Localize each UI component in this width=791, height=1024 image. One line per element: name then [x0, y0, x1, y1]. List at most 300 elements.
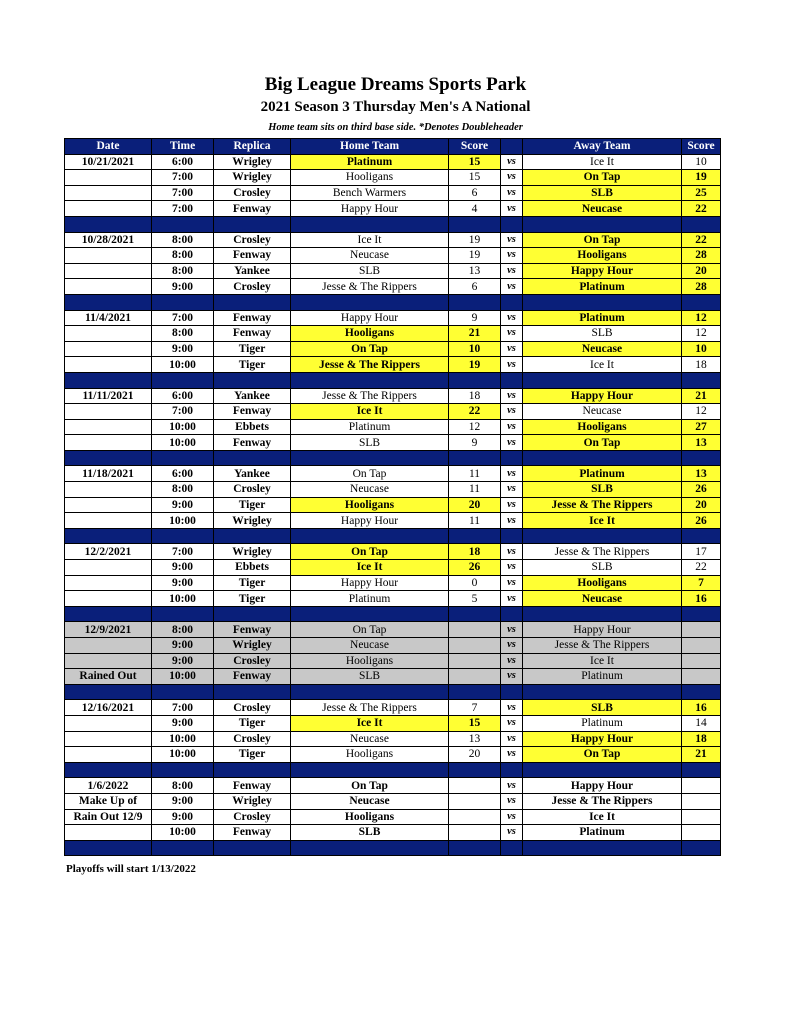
separator-cell	[65, 762, 152, 778]
separator-cell	[682, 762, 721, 778]
vs-cell: vs	[501, 310, 523, 326]
home-team-cell: Happy Hour	[291, 310, 449, 326]
time-cell: 10:00	[152, 435, 214, 451]
away-team-cell: Ice It	[523, 154, 682, 170]
away-score-cell: 22	[682, 560, 721, 576]
time-cell: 8:00	[152, 232, 214, 248]
home-score-cell: 22	[449, 404, 501, 420]
week-separator	[65, 216, 721, 232]
away-score-cell: 7	[682, 575, 721, 591]
date-cell	[65, 560, 152, 576]
game-row	[65, 747, 721, 763]
separator-cell	[152, 216, 214, 232]
game-row	[65, 669, 721, 685]
home-team-cell: Happy Hour	[291, 513, 449, 529]
home-team-cell: Hooligans	[291, 326, 449, 342]
home-score-cell: 4	[449, 201, 501, 217]
game-row	[65, 560, 721, 576]
away-team-cell: Neucase	[523, 341, 682, 357]
home-score-cell: 19	[449, 248, 501, 264]
home-score-cell	[449, 638, 501, 654]
away-score-cell: 18	[682, 731, 721, 747]
vs-cell: vs	[501, 263, 523, 279]
replica-cell: Wrigley	[214, 793, 291, 809]
home-score-cell: 13	[449, 263, 501, 279]
page-subtitle: 2021 Season 3 Thursday Men's A National	[260, 99, 531, 115]
home-team-cell: Ice It	[291, 715, 449, 731]
home-score-cell: 11	[449, 513, 501, 529]
away-team-cell: SLB	[523, 560, 682, 576]
separator-cell	[65, 684, 152, 700]
separator-cell	[523, 294, 682, 310]
away-score-cell	[682, 809, 721, 825]
away-team-cell: Jesse & The Rippers	[523, 544, 682, 560]
date-cell	[65, 731, 152, 747]
replica-cell: Tiger	[214, 341, 291, 357]
game-row	[65, 715, 721, 731]
time-cell: 6:00	[152, 388, 214, 404]
away-score-cell: 20	[682, 263, 721, 279]
home-team-cell: Neucase	[291, 793, 449, 809]
time-cell: 9:00	[152, 497, 214, 513]
date-cell	[65, 482, 152, 498]
vs-cell: vs	[501, 248, 523, 264]
separator-cell	[449, 450, 501, 466]
week-separator	[65, 528, 721, 544]
away-score-cell	[682, 622, 721, 638]
date-cell: Rain Out 12/9	[65, 809, 152, 825]
replica-cell: Crosley	[214, 482, 291, 498]
schedule-body	[65, 154, 721, 856]
game-row	[65, 575, 721, 591]
away-score-cell: 19	[682, 170, 721, 186]
away-team-cell: On Tap	[523, 747, 682, 763]
date-cell	[65, 170, 152, 186]
home-score-cell	[449, 653, 501, 669]
playoffs-note: Playoffs will start 1/13/2022	[66, 863, 196, 875]
away-score-cell	[682, 669, 721, 685]
home-team-cell: On Tap	[291, 778, 449, 794]
date-cell	[65, 435, 152, 451]
game-row	[65, 793, 721, 809]
separator-cell	[523, 216, 682, 232]
vs-cell: vs	[501, 154, 523, 170]
away-team-cell: Hooligans	[523, 575, 682, 591]
date-cell: Rained Out	[65, 669, 152, 685]
separator-cell	[523, 840, 682, 856]
separator-cell	[501, 294, 523, 310]
game-row	[65, 653, 721, 669]
separator-cell	[449, 762, 501, 778]
replica-cell: Crosley	[214, 232, 291, 248]
date-cell: 10/21/2021	[65, 154, 152, 170]
col-header-date: Date	[65, 139, 152, 155]
col-header-replica: Replica	[214, 139, 291, 155]
separator-cell	[291, 216, 449, 232]
home-team-cell: Hooligans	[291, 497, 449, 513]
separator-cell	[501, 684, 523, 700]
separator-cell	[523, 450, 682, 466]
away-score-cell	[682, 653, 721, 669]
date-cell	[65, 326, 152, 342]
away-team-cell: Neucase	[523, 591, 682, 607]
vs-cell: vs	[501, 793, 523, 809]
time-cell: 6:00	[152, 154, 214, 170]
replica-cell: Crosley	[214, 809, 291, 825]
time-cell: 9:00	[152, 560, 214, 576]
replica-cell: Tiger	[214, 497, 291, 513]
away-score-cell: 12	[682, 404, 721, 420]
game-row	[65, 388, 721, 404]
away-team-cell: Jesse & The Rippers	[523, 497, 682, 513]
vs-cell: vs	[501, 201, 523, 217]
replica-cell: Crosley	[214, 185, 291, 201]
replica-cell: Fenway	[214, 435, 291, 451]
replica-cell: Yankee	[214, 466, 291, 482]
time-cell: 8:00	[152, 326, 214, 342]
separator-cell	[501, 216, 523, 232]
date-cell: 11/4/2021	[65, 310, 152, 326]
separator-cell	[682, 294, 721, 310]
vs-cell: vs	[501, 825, 523, 841]
date-cell	[65, 419, 152, 435]
separator-cell	[152, 840, 214, 856]
game-row	[65, 232, 721, 248]
vs-cell: vs	[501, 341, 523, 357]
replica-cell: Yankee	[214, 388, 291, 404]
replica-cell: Fenway	[214, 310, 291, 326]
time-cell: 10:00	[152, 591, 214, 607]
separator-cell	[152, 450, 214, 466]
home-team-cell: Jesse & The Rippers	[291, 357, 449, 373]
home-team-cell: Jesse & The Rippers	[291, 279, 449, 295]
replica-cell: Crosley	[214, 731, 291, 747]
home-team-cell: Bench Warmers	[291, 185, 449, 201]
home-team-cell: Hooligans	[291, 747, 449, 763]
separator-cell	[291, 606, 449, 622]
away-team-cell: Neucase	[523, 404, 682, 420]
time-cell: 10:00	[152, 419, 214, 435]
time-cell: 7:00	[152, 700, 214, 716]
separator-cell	[501, 372, 523, 388]
home-score-cell: 20	[449, 747, 501, 763]
away-team-cell: Happy Hour	[523, 388, 682, 404]
game-row	[65, 591, 721, 607]
separator-cell	[449, 372, 501, 388]
separator-cell	[501, 528, 523, 544]
separator-cell	[523, 528, 682, 544]
separator-cell	[449, 216, 501, 232]
replica-cell: Yankee	[214, 263, 291, 279]
separator-cell	[682, 840, 721, 856]
separator-cell	[214, 684, 291, 700]
game-row	[65, 731, 721, 747]
time-cell: 8:00	[152, 622, 214, 638]
separator-cell	[523, 684, 682, 700]
separator-cell	[682, 372, 721, 388]
vs-cell: vs	[501, 622, 523, 638]
separator-cell	[214, 606, 291, 622]
home-team-cell: SLB	[291, 263, 449, 279]
home-score-cell: 15	[449, 715, 501, 731]
separator-cell	[214, 840, 291, 856]
separator-cell	[214, 372, 291, 388]
separator-cell	[501, 762, 523, 778]
date-cell	[65, 279, 152, 295]
vs-cell: vs	[501, 170, 523, 186]
vs-cell: vs	[501, 653, 523, 669]
replica-cell: Tiger	[214, 591, 291, 607]
game-row	[65, 809, 721, 825]
game-row	[65, 497, 721, 513]
week-separator	[65, 684, 721, 700]
date-cell: Make Up of	[65, 793, 152, 809]
home-score-cell: 10	[449, 341, 501, 357]
away-team-cell: Happy Hour	[523, 263, 682, 279]
home-team-cell: Hooligans	[291, 809, 449, 825]
home-team-cell: SLB	[291, 825, 449, 841]
separator-cell	[214, 450, 291, 466]
separator-cell	[449, 294, 501, 310]
time-cell: 8:00	[152, 263, 214, 279]
week-separator	[65, 762, 721, 778]
away-team-cell: Ice It	[523, 357, 682, 373]
separator-cell	[65, 840, 152, 856]
away-team-cell: Happy Hour	[523, 778, 682, 794]
vs-cell: vs	[501, 591, 523, 607]
date-cell	[65, 638, 152, 654]
away-score-cell: 26	[682, 513, 721, 529]
vs-cell: vs	[501, 497, 523, 513]
time-cell: 9:00	[152, 279, 214, 295]
away-team-cell: Platinum	[523, 466, 682, 482]
vs-cell: vs	[501, 638, 523, 654]
time-cell: 8:00	[152, 248, 214, 264]
separator-cell	[682, 450, 721, 466]
home-team-cell: Platinum	[291, 419, 449, 435]
away-score-cell: 21	[682, 747, 721, 763]
away-score-cell	[682, 638, 721, 654]
separator-cell	[682, 684, 721, 700]
home-team-cell: Neucase	[291, 248, 449, 264]
separator-cell	[65, 372, 152, 388]
away-team-cell: On Tap	[523, 170, 682, 186]
separator-cell	[65, 528, 152, 544]
replica-cell: Ebbets	[214, 560, 291, 576]
week-separator	[65, 840, 721, 856]
home-score-cell: 18	[449, 544, 501, 560]
home-team-cell: Happy Hour	[291, 201, 449, 217]
away-team-cell: Platinum	[523, 669, 682, 685]
vs-cell: vs	[501, 778, 523, 794]
home-score-cell: 15	[449, 170, 501, 186]
separator-cell	[291, 372, 449, 388]
away-score-cell: 28	[682, 248, 721, 264]
away-score-cell: 17	[682, 544, 721, 560]
header-row	[65, 139, 721, 155]
separator-cell	[449, 528, 501, 544]
away-team-cell: SLB	[523, 482, 682, 498]
date-cell	[65, 591, 152, 607]
replica-cell: Fenway	[214, 669, 291, 685]
home-team-cell: SLB	[291, 435, 449, 451]
away-score-cell: 21	[682, 388, 721, 404]
away-team-cell: Platinum	[523, 715, 682, 731]
home-team-cell: Ice It	[291, 404, 449, 420]
date-cell: 12/2/2021	[65, 544, 152, 560]
week-separator	[65, 450, 721, 466]
separator-cell	[152, 294, 214, 310]
date-cell	[65, 404, 152, 420]
date-cell	[65, 653, 152, 669]
home-team-cell: Ice It	[291, 560, 449, 576]
col-header-home-team: Home Team	[291, 139, 449, 155]
away-team-cell: Platinum	[523, 279, 682, 295]
home-score-cell	[449, 793, 501, 809]
separator-cell	[501, 450, 523, 466]
time-cell: 7:00	[152, 404, 214, 420]
separator-cell	[449, 606, 501, 622]
away-score-cell: 28	[682, 279, 721, 295]
home-team-cell: Jesse & The Rippers	[291, 388, 449, 404]
col-header-home-score: Score	[449, 139, 501, 155]
home-score-cell: 15	[449, 154, 501, 170]
game-row	[65, 435, 721, 451]
game-row	[65, 170, 721, 186]
replica-cell: Wrigley	[214, 544, 291, 560]
away-score-cell: 16	[682, 700, 721, 716]
replica-cell: Ebbets	[214, 419, 291, 435]
home-team-cell: On Tap	[291, 622, 449, 638]
vs-cell: vs	[501, 185, 523, 201]
home-team-cell: Neucase	[291, 638, 449, 654]
vs-cell: vs	[501, 513, 523, 529]
time-cell: 10:00	[152, 731, 214, 747]
away-score-cell: 10	[682, 341, 721, 357]
away-team-cell: Happy Hour	[523, 731, 682, 747]
time-cell: 8:00	[152, 482, 214, 498]
away-team-cell: Jesse & The Rippers	[523, 793, 682, 809]
replica-cell: Fenway	[214, 622, 291, 638]
replica-cell: Tiger	[214, 747, 291, 763]
replica-cell: Wrigley	[214, 154, 291, 170]
game-row	[65, 154, 721, 170]
vs-cell: vs	[501, 747, 523, 763]
replica-cell: Tiger	[214, 357, 291, 373]
away-score-cell	[682, 825, 721, 841]
home-score-cell: 6	[449, 279, 501, 295]
home-score-cell: 0	[449, 575, 501, 591]
game-row	[65, 404, 721, 420]
replica-cell: Crosley	[214, 279, 291, 295]
away-team-cell: SLB	[523, 700, 682, 716]
time-cell: 7:00	[152, 185, 214, 201]
away-score-cell: 27	[682, 419, 721, 435]
time-cell: 10:00	[152, 669, 214, 685]
vs-cell: vs	[501, 700, 523, 716]
time-cell: 9:00	[152, 715, 214, 731]
replica-cell: Fenway	[214, 326, 291, 342]
date-cell	[65, 185, 152, 201]
vs-cell: vs	[501, 544, 523, 560]
time-cell: 9:00	[152, 575, 214, 591]
separator-cell	[501, 840, 523, 856]
separator-cell	[449, 684, 501, 700]
col-header-away-score: Score	[682, 139, 721, 155]
game-row	[65, 638, 721, 654]
vs-cell: vs	[501, 326, 523, 342]
home-score-cell: 19	[449, 357, 501, 373]
date-cell: 11/11/2021	[65, 388, 152, 404]
time-cell: 9:00	[152, 638, 214, 654]
replica-cell: Wrigley	[214, 170, 291, 186]
away-score-cell: 12	[682, 310, 721, 326]
separator-cell	[682, 216, 721, 232]
date-cell	[65, 497, 152, 513]
home-score-cell	[449, 809, 501, 825]
away-team-cell: Hooligans	[523, 248, 682, 264]
home-team-cell: Neucase	[291, 731, 449, 747]
home-team-cell: Neucase	[291, 482, 449, 498]
home-score-cell: 9	[449, 435, 501, 451]
vs-cell: vs	[501, 435, 523, 451]
date-cell	[65, 248, 152, 264]
date-cell	[65, 575, 152, 591]
home-score-cell: 13	[449, 731, 501, 747]
date-cell	[65, 513, 152, 529]
vs-cell: vs	[501, 404, 523, 420]
game-row	[65, 310, 721, 326]
date-cell	[65, 263, 152, 279]
vs-cell: vs	[501, 482, 523, 498]
date-cell: 1/6/2022	[65, 778, 152, 794]
week-separator	[65, 372, 721, 388]
away-team-cell: On Tap	[523, 435, 682, 451]
date-cell: 11/18/2021	[65, 466, 152, 482]
separator-cell	[65, 216, 152, 232]
away-team-cell: Ice It	[523, 809, 682, 825]
game-row	[65, 622, 721, 638]
vs-cell: vs	[501, 809, 523, 825]
separator-cell	[152, 762, 214, 778]
home-team-cell: Platinum	[291, 154, 449, 170]
game-row	[65, 419, 721, 435]
replica-cell: Tiger	[214, 715, 291, 731]
home-score-cell: 12	[449, 419, 501, 435]
date-cell	[65, 201, 152, 217]
separator-cell	[291, 840, 449, 856]
vs-cell: vs	[501, 715, 523, 731]
away-score-cell: 18	[682, 357, 721, 373]
vs-cell: vs	[501, 466, 523, 482]
replica-cell: Fenway	[214, 201, 291, 217]
schedule-note: Home team sits on third base side. *Denotes Doubleheader	[268, 122, 523, 133]
home-team-cell: On Tap	[291, 341, 449, 357]
home-team-cell: Hooligans	[291, 170, 449, 186]
replica-cell: Wrigley	[214, 513, 291, 529]
date-cell	[65, 747, 152, 763]
away-score-cell	[682, 793, 721, 809]
away-score-cell	[682, 778, 721, 794]
schedule-table	[64, 138, 721, 856]
home-score-cell: 19	[449, 232, 501, 248]
away-team-cell: Platinum	[523, 310, 682, 326]
game-row	[65, 248, 721, 264]
home-score-cell	[449, 622, 501, 638]
separator-cell	[501, 606, 523, 622]
home-score-cell: 5	[449, 591, 501, 607]
vs-cell: vs	[501, 669, 523, 685]
